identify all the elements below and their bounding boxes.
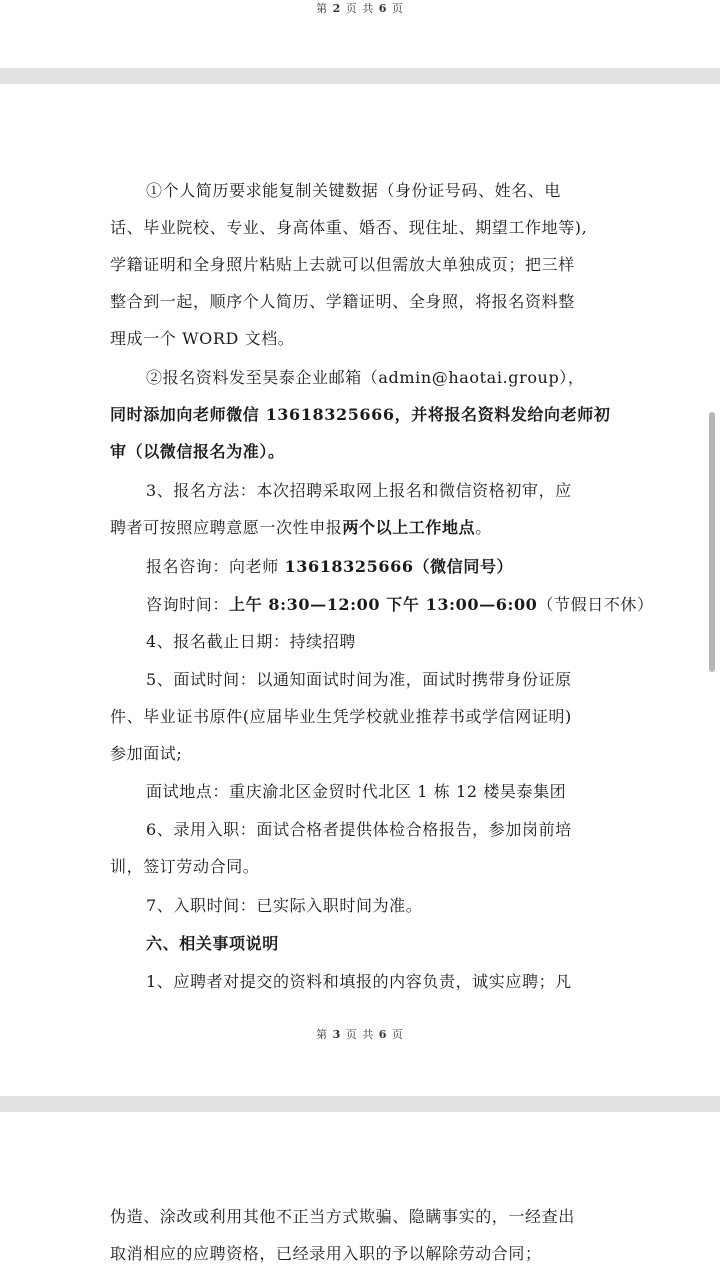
hiring-line: 训，签订劳动合同。: [110, 857, 260, 876]
application-method-line: 聘者可按照应聘意愿一次性申报两个以上工作地点。: [110, 518, 492, 537]
resume-requirement-line: 整合到一起，顺序个人简历、学籍证明、全身照，将报名资料整: [110, 292, 575, 311]
interview-time-line: 件、毕业证书原件(应届毕业生凭学校就业推荐书或学信网证明): [110, 707, 572, 726]
hiring-line: 6、录用入职：面试合格者提供体检合格报告，参加岗前培: [146, 820, 572, 839]
item-1-line: 1、应聘者对提交的资料和填报的内容负责，诚实应聘；凡: [146, 972, 572, 991]
interview-location: 面试地点：重庆渝北区金贸时代北区 1 栋 12 楼昊泰集团: [146, 782, 567, 801]
application-method-line: 3、报名方法：本次招聘采取网上报名和微信资格初审，应: [146, 481, 572, 500]
submission-email-line: ②报名资料发至昊泰企业邮箱（admin@haotai.group），: [146, 368, 585, 387]
resume-requirement-line: 理成一个 WORD 文档。: [110, 329, 295, 348]
section-6-heading: 六、相关事项说明: [146, 934, 279, 953]
interview-time-line: 5、面试时间：以通知面试时间为准，面试时携带身份证原: [146, 670, 572, 689]
item-1-continuation: 取消相应的应聘资格，已经录用入职的予以解除劳动合同；: [110, 1244, 542, 1263]
item-1-continuation: 伪造、涂改或利用其他不正当方式欺骗、隐瞒事实的，一经查出: [110, 1207, 575, 1226]
resume-requirement-line: ①个人简历要求能复制关键数据（身份证号码、姓名、电: [146, 181, 562, 200]
wechat-review-line: 审（以微信报名为准）。: [110, 442, 285, 461]
vertical-scrollbar[interactable]: [709, 412, 715, 672]
page-4: [0, 1112, 720, 1280]
wechat-contact-line: 同时添加向老师微信 13618325666，并将报名资料发给向老师初: [110, 405, 611, 424]
resume-requirement-line: 话、毕业院校、专业、身高体重、婚否、现住址、期望工作地等),: [110, 218, 588, 237]
page-2: [0, 0, 720, 68]
consultation-hours: 咨询时间：上午 8:30—12:00 下午 13:00—6:00（节假日不休）: [146, 595, 654, 614]
page-3: [0, 84, 720, 1096]
interview-time-line: 参加面试;: [110, 744, 183, 763]
consultation-contact: 报名咨询：向老师 13618325666（微信同号）: [146, 557, 514, 576]
onboarding-time: 7、入职时间：已实际入职时间为准。: [146, 896, 423, 915]
resume-requirement-line: 学籍证明和全身照片粘贴上去就可以但需放大单独成页；把三样: [110, 255, 575, 274]
page-3-footer: 第 3 页 共 6 页: [316, 1028, 404, 1041]
page-2-footer: 第 2 页 共 6 页: [316, 2, 404, 15]
application-deadline: 4、报名截止日期：持续招聘: [146, 632, 356, 651]
